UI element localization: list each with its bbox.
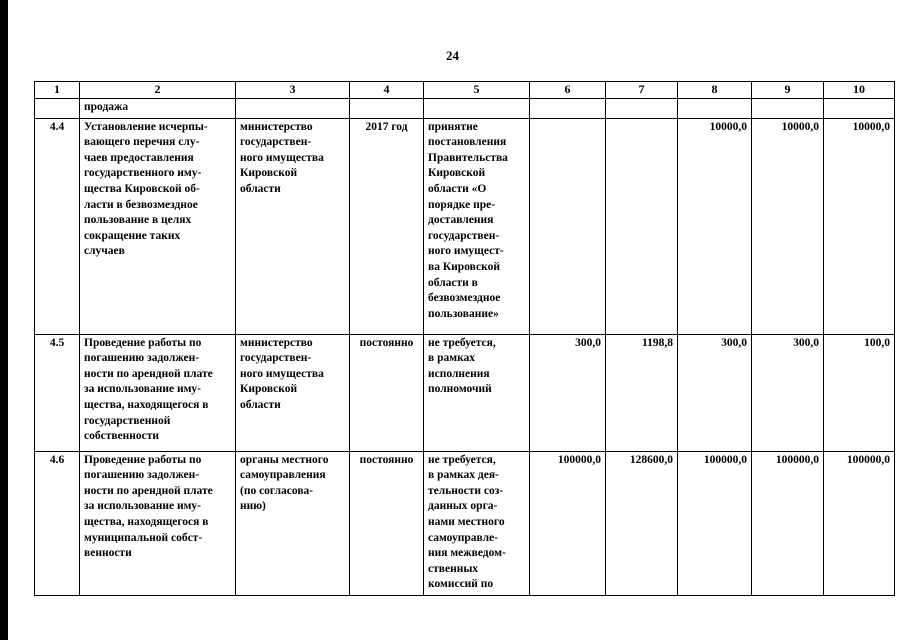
row-number: 4.4 [35, 118, 80, 334]
table-row [35, 118, 895, 334]
executor-cell [236, 98, 350, 118]
row-number [35, 98, 80, 118]
page-number: 24 [446, 48, 459, 63]
table-row [35, 98, 895, 118]
executor-cell: органы местного самоуправления (по согласова- нию) [236, 451, 350, 595]
column-header: 10 [824, 82, 895, 99]
column-header: 2 [80, 82, 236, 99]
column-header: 3 [236, 82, 350, 99]
value-cell: 100000,0 [678, 451, 752, 595]
column-header: 7 [606, 82, 678, 99]
value-cell [678, 98, 752, 118]
measure-cell: Проведение работы по погашению задолжен- ности по арендной плате за использование иму- щества, находящегося в муниципальной собст- венности [80, 451, 236, 595]
value-cell [606, 98, 678, 118]
value-cell: 10000,0 [678, 118, 752, 334]
value-cell [530, 98, 606, 118]
column-header: 6 [530, 82, 606, 99]
row-number: 4.6 [35, 451, 80, 595]
plan-table [34, 81, 895, 596]
term-cell [350, 98, 424, 118]
value-cell: 100000,0 [530, 451, 606, 595]
column-header: 8 [678, 82, 752, 99]
value-cell [606, 118, 678, 334]
column-header: 5 [424, 82, 530, 99]
value-cell: 300,0 [752, 334, 824, 451]
executor-cell: министерство государствен- ного имущества Кировской области [236, 334, 350, 451]
value-cell: 100000,0 [752, 451, 824, 595]
value-cell: 10000,0 [824, 118, 895, 334]
row-number: 4.5 [35, 334, 80, 451]
column-header: 1 [35, 82, 80, 99]
result-cell: не требуется, в рамках исполнения полномочий [424, 334, 530, 451]
value-cell [752, 98, 824, 118]
term-cell: 2017 год [350, 118, 424, 334]
measure-cell: Проведение работы по погашению задолжен- ности по арендной плате за использование иму- щества, находящегося в государственной собственности [80, 334, 236, 451]
column-number-row [35, 82, 895, 99]
value-cell: 10000,0 [752, 118, 824, 334]
value-cell: 100,0 [824, 334, 895, 451]
result-cell: принятие постановления Правительства Кировской области «О порядке пре- доставления государствен- ного имущест- ва Кировской области в безвозмездное пользование» [424, 118, 530, 334]
term-cell: постоянно [350, 334, 424, 451]
term-cell: постоянно [350, 451, 424, 595]
value-cell: 1198,8 [606, 334, 678, 451]
table-row [35, 451, 895, 595]
value-cell: 100000,0 [824, 451, 895, 595]
table-row [35, 334, 895, 451]
scan-edge-bar [0, 0, 8, 640]
value-cell: 128600,0 [606, 451, 678, 595]
column-header: 4 [350, 82, 424, 99]
value-cell: 300,0 [530, 334, 606, 451]
measure-cell: продажа [80, 98, 236, 118]
value-cell [530, 118, 606, 334]
result-cell: не требуется, в рамках дея- тельности соз- данных орга- нами местного самоуправле- ния межведом- ственных комиссий по [424, 451, 530, 595]
executor-cell: министерство государствен- ного имущества Кировской области [236, 118, 350, 334]
value-cell: 300,0 [678, 334, 752, 451]
column-header: 9 [752, 82, 824, 99]
measure-cell: Установление исчерпы- вающего перечня слу- чаев предоставления государственного иму- щества Кировской об- ласти в безвозмездное пользование в целях сокращение таких случаев [80, 118, 236, 334]
result-cell [424, 98, 530, 118]
value-cell [824, 98, 895, 118]
